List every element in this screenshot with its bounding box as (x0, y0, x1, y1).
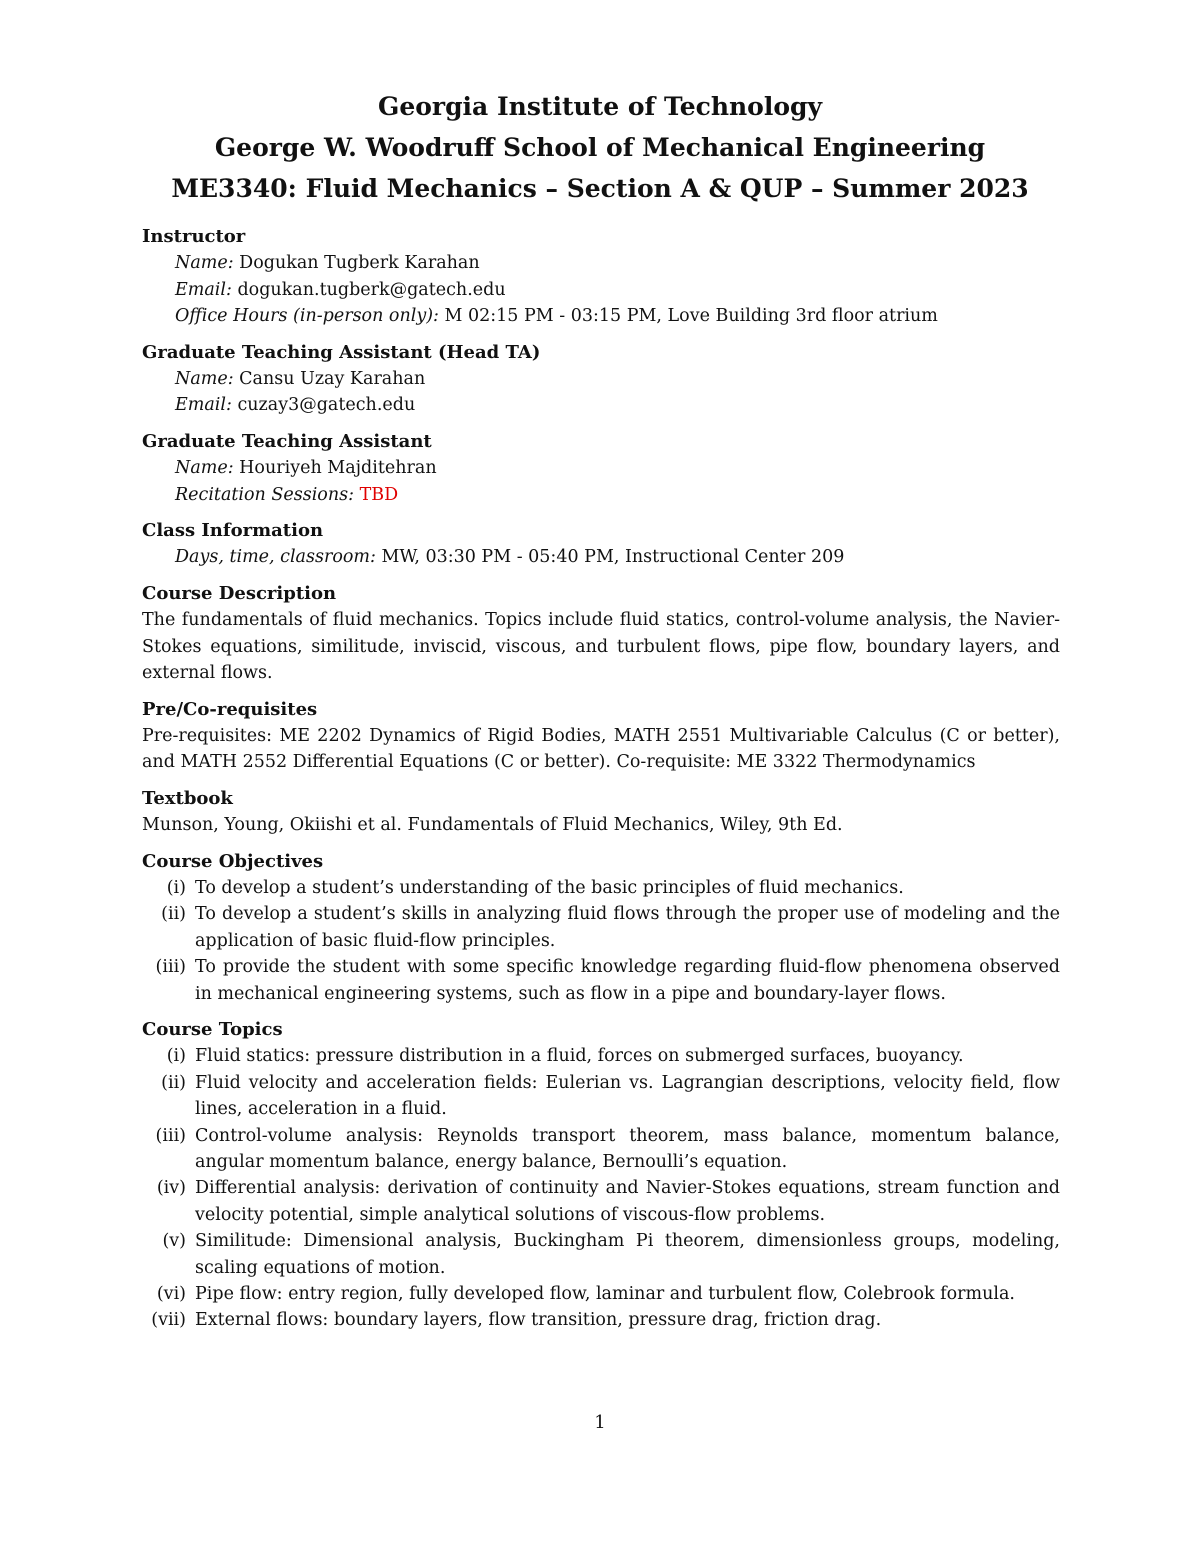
gta-section (142, 429, 1060, 508)
title-block (0, 86, 1200, 209)
textbook-heading: Textbook (142, 787, 233, 809)
list-item-text: Control-volume analysis: Reynolds transport theorem, mass balance, momentum balance, angular momentum balance, energy balance, Bernoulli’s equation. (195, 1125, 1060, 1172)
instructor-heading: Instructor (142, 226, 246, 247)
syllabus-body (142, 224, 1060, 1344)
list-item (142, 875, 1060, 901)
head-ta-name: Cansu Uzay Karahan (239, 369, 426, 390)
description-section (142, 581, 1060, 687)
topics-list (142, 1043, 1060, 1333)
list-number: (iv) (156, 1178, 186, 1199)
list-item-text: Similitude: Dimensional analysis, Buckingham Pi theorem, dimensionless groups, modeling, scaling equations of motion. (195, 1231, 1060, 1278)
recitation-row (142, 482, 1060, 508)
instructor-name-row (142, 250, 1060, 276)
email-label: Email: (175, 279, 232, 300)
list-item-text: Differential analysis: derivation of continuity and Navier-Stokes equations, stream function and velocity potential, simple analytical solutions of viscous-flow problems. (195, 1178, 1060, 1225)
recitation-value: TBD (359, 484, 399, 505)
institution-title: Georgia Institute of Technology (377, 92, 823, 121)
list-item (142, 954, 1060, 1007)
list-item (142, 1281, 1060, 1307)
instructor-email: dogukan.tugberk@gatech.edu (237, 279, 506, 300)
list-item (142, 1070, 1060, 1123)
textbook-text: Munson, Young, Okiishi et al. Fundamentals of Fluid Mechanics, Wiley, 9th Ed. (142, 815, 843, 836)
list-item-text: Pipe flow: entry region, fully developed flow, laminar and turbulent flow, Colebrook formula. (195, 1284, 1015, 1305)
list-item-text: To develop a student’s understanding of the basic principles of fluid mechanics. (195, 877, 904, 898)
head-ta-email: cuzay3@gatech.edu (237, 395, 416, 416)
office-hours-label: Office Hours (in-person only): (175, 306, 439, 327)
list-number: (vii) (151, 1310, 186, 1331)
name-label: Name: (175, 458, 234, 479)
objectives-heading: Course Objectives (142, 850, 324, 872)
list-item (142, 1123, 1060, 1176)
class-info-section (142, 518, 1060, 571)
class-info-heading: Class Information (142, 520, 324, 542)
list-number: (ii) (161, 904, 186, 925)
instructor-email-row (142, 277, 1060, 303)
name-label: Name: (175, 253, 234, 274)
course-title: ME3340: Fluid Mechanics – Section A & QUP – Summer 2023 (171, 174, 1029, 203)
head-ta-email-row (142, 392, 1060, 418)
class-info-label: Days, time, classroom: (175, 547, 376, 568)
office-hours: M 02:15 PM - 03:15 PM, Love Building 3rd floor atrium (444, 306, 938, 327)
list-item-text: To develop a student’s skills in analyzing fluid flows through the proper use of modeling and the application of basic fluid-flow principles. (195, 904, 1060, 951)
email-label: Email: (175, 395, 232, 416)
gta-name: Houriyeh Majditehran (239, 458, 437, 479)
list-item-text: External flows: boundary layers, flow transition, pressure drag, friction drag. (195, 1310, 882, 1331)
instructor-name: Dogukan Tugberk Karahan (239, 253, 480, 274)
class-info-row (142, 544, 1060, 570)
list-item (142, 1228, 1060, 1281)
topics-heading: Course Topics (142, 1018, 283, 1040)
prereqs-text: Pre-requisites: ME 2202 Dynamics of Rigid Bodies, MATH 2551 Multivariable Calculus (C or better), and MATH 2552 Differential Equations (C or better). Co-requisite: ME 3322 Thermodynamics (142, 725, 1060, 773)
list-item (142, 1307, 1060, 1333)
class-info-value: MW, 03:30 PM - 05:40 PM, Instructional Center 209 (381, 547, 845, 568)
objectives-section (142, 849, 1060, 1007)
textbook-section (142, 786, 1060, 839)
head-ta-section (142, 340, 1060, 419)
prereqs-section (142, 697, 1060, 776)
name-label: Name: (175, 369, 234, 390)
list-number: (v) (162, 1231, 186, 1252)
list-item (142, 901, 1060, 954)
gta-name-row (142, 455, 1060, 481)
list-number: (iii) (155, 1125, 186, 1146)
head-ta-heading: Graduate Teaching Assistant (Head TA) (142, 341, 541, 363)
list-number: (vi) (156, 1284, 186, 1305)
topics-section (142, 1017, 1060, 1334)
prereqs-heading: Pre/Co-requisites (142, 698, 318, 720)
list-item (142, 1175, 1060, 1228)
list-number: (i) (166, 1046, 186, 1067)
description-text: The fundamentals of fluid mechanics. Topics include fluid statics, control-volume analysis, the Navier-Stokes equations, similitude, inviscid, viscous, and turbulent flows, pipe flow, boundary layers, and external flows. (142, 610, 1060, 684)
list-number: (i) (166, 877, 186, 898)
head-ta-name-row (142, 366, 1060, 392)
list-item-text: Fluid velocity and acceleration fields: Eulerian vs. Lagrangian descriptions, velocity field, flow lines, acceleration in a fluid. (195, 1072, 1060, 1120)
list-item (142, 1043, 1060, 1069)
recitation-label: Recitation Sessions: (175, 484, 354, 505)
list-item-text: To provide the student with some specific knowledge regarding fluid-flow phenomena observed in mechanical engineering systems, such as flow in a pipe and boundary-layer flows. (195, 957, 1060, 1004)
objectives-list (142, 875, 1060, 1007)
list-number: (iii) (155, 957, 186, 978)
description-heading: Course Description (142, 582, 337, 604)
gta-heading: Graduate Teaching Assistant (142, 430, 432, 452)
office-hours-row (142, 303, 1060, 329)
school-title: George W. Woodruff School of Mechanical Engineering (214, 133, 986, 162)
list-number: (ii) (161, 1072, 186, 1093)
page-number: 1 (594, 1412, 606, 1433)
instructor-section (142, 224, 1060, 330)
list-item-text: Fluid statics: pressure distribution in a fluid, forces on submerged surfaces, buoyancy. (195, 1046, 964, 1067)
